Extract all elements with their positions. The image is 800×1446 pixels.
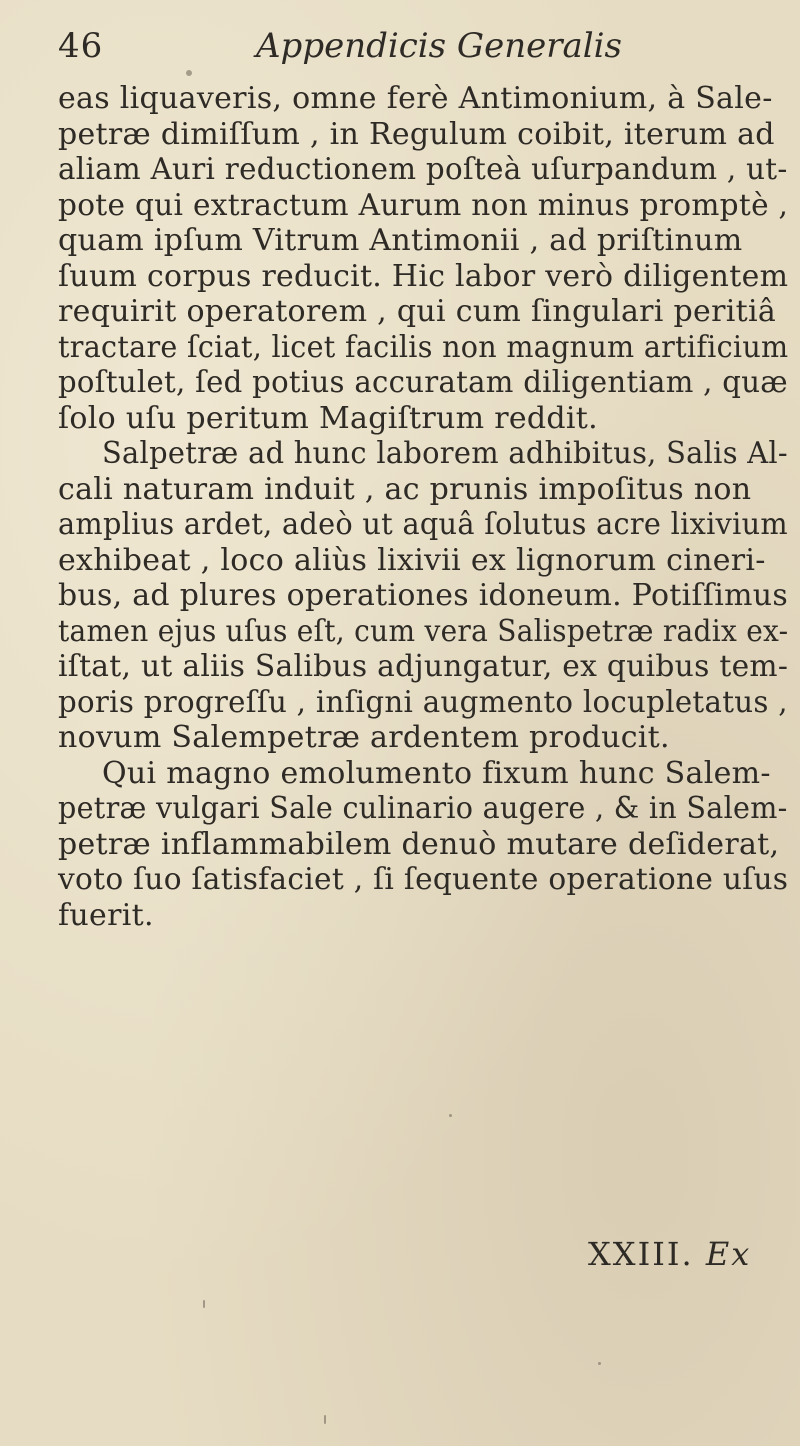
text-line-3: aliam Auri reductionem poſteà uſurpandum , ut- <box>58 152 788 187</box>
ink-speck <box>598 1362 601 1365</box>
running-title: Appendicis Generalis <box>256 26 622 66</box>
text-line-2: petræ dimiſſum , in Regulum coibit, iterum ad <box>58 116 775 152</box>
text-line-12: cali naturam induit , ac prunis impoſitus non <box>58 471 752 507</box>
ink-speck <box>186 70 192 76</box>
text-line-16: tamen ejus uſus eſt, cum vera Salispetræ radix ex- <box>58 613 789 649</box>
body-text <box>58 81 788 933</box>
text-line-14: exhibeat , loco aliùs lixivii ex lignorum cineri- <box>58 542 766 578</box>
text-line-7: requirit operatorem , qui cum ſingulari peritiâ <box>58 294 777 329</box>
catchword <box>588 1235 751 1273</box>
text-line-4: pote qui extractum Aurum non minus promptè , <box>58 187 789 223</box>
catchword-word: Ex <box>705 1235 752 1273</box>
text-line-24: fuerit. <box>58 897 154 933</box>
text-line-8: tractare ſciat, licet facilis non magnum artificium <box>58 329 789 365</box>
text-line-10: ſolo uſu peritum Magiſtrum reddit. <box>58 400 598 436</box>
signature-mark: XXIII. <box>588 1235 694 1273</box>
text-line-22: petræ inflammabilem denuò mutare deſiderat, <box>58 826 780 862</box>
ink-speck <box>449 1114 452 1117</box>
running-head <box>58 26 778 76</box>
page-number: 46 <box>58 26 104 66</box>
text-line-6: ſuum corpus reducit. Hic labor verò diligentem <box>58 258 789 294</box>
text-line-23: voto ſuo ſatisfaciet , ſi ſequente operatione uſus <box>58 862 789 897</box>
text-line-21: petræ vulgari Sale culinario augere , & in Salem- <box>58 791 788 826</box>
text-line-11: Salpetræ ad hunc laborem adhibitus, Salis Al- <box>102 436 788 471</box>
text-line-19: novum Salempetræ ardentem producit. <box>58 720 670 755</box>
text-line-15: bus, ad plures operationes idoneum. Potiſſimus <box>58 578 788 613</box>
text-line-17: iſtat, ut aliis Salibus adjungatur, ex quibus tem- <box>58 649 789 684</box>
text-line-9: poſtulet, ſed potius accuratam diligentiam , quæ <box>58 365 788 400</box>
text-line-13: amplius ardet, adeò ut aquâ ſolutus acre lixivium <box>58 507 788 542</box>
text-line-18: poris progreſſu , inſigni augmento locupletatus , <box>58 684 788 720</box>
text-line-5: quam ipſum Vitrum Antimonii , ad priſtinum <box>58 223 743 258</box>
text-line-1: eas liquaveris, omne ferè Antimonium, à Sale- <box>58 81 773 116</box>
text-line-20: Qui magno emolumento fixum hunc Salem- <box>102 755 771 791</box>
ink-speck <box>203 1300 205 1308</box>
ink-speck <box>324 1415 326 1424</box>
